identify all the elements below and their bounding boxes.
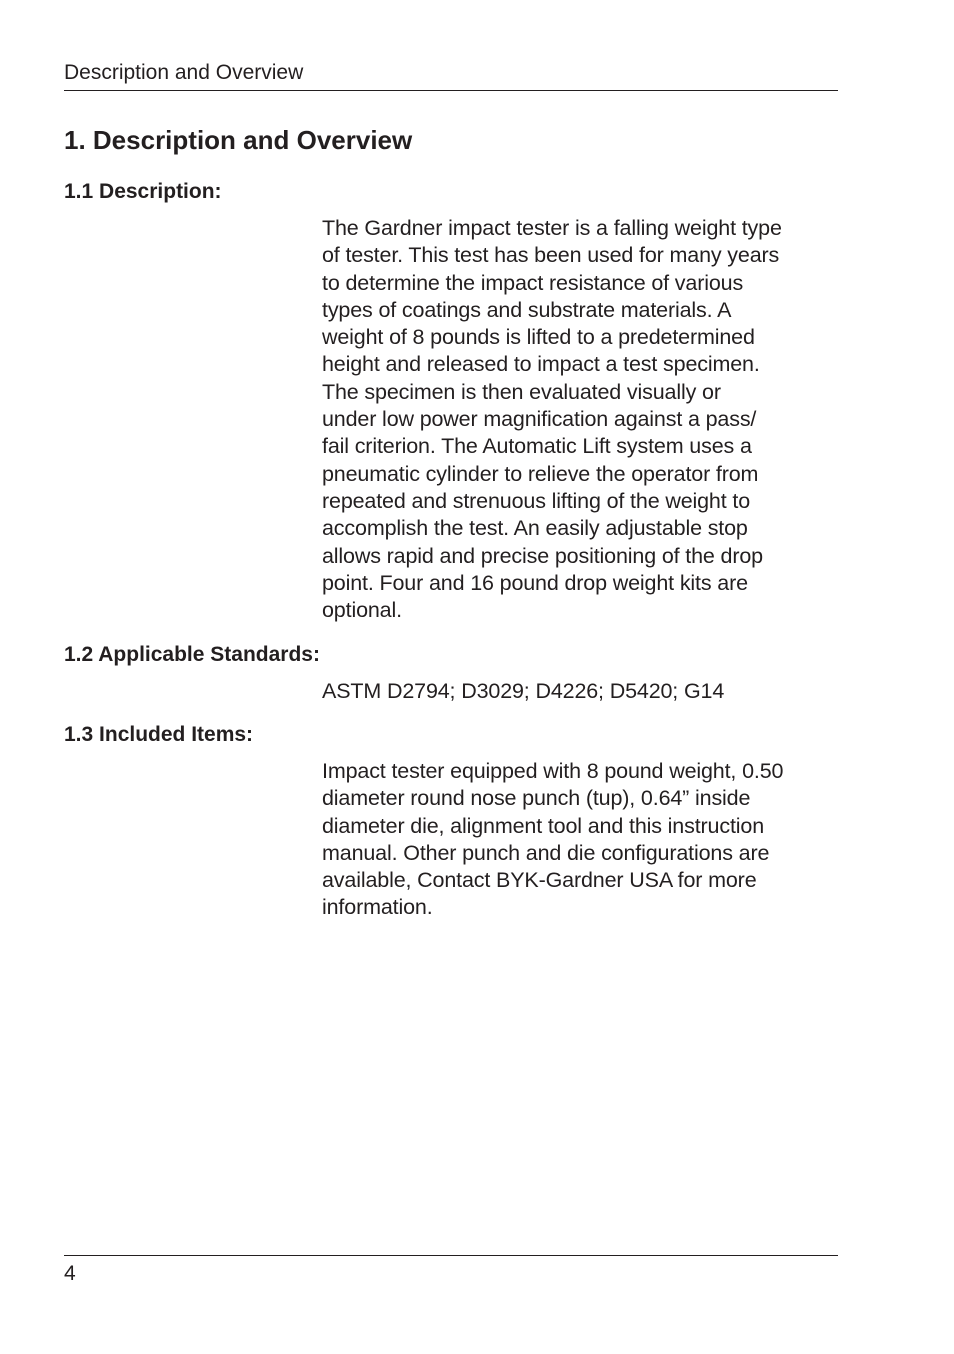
text-line: repeated and strenuous lifting of the weight to xyxy=(322,488,751,513)
text-line: weight of 8 pounds is lifted to a predetermined xyxy=(322,325,755,350)
text-line: fail criterion. The Automatic Lift system uses a xyxy=(322,434,752,459)
description-heading: 1.1 Description: xyxy=(64,180,222,203)
text-line: diameter round nose punch (tup), 0.64” inside xyxy=(322,786,751,811)
text-line: optional. xyxy=(322,598,402,623)
text-line: of tester. This test has been used for many years xyxy=(322,243,780,268)
text-line: accomplish the test. An easily adjustable stop xyxy=(322,516,748,541)
text-line: types of coatings and substrate materials. A xyxy=(322,297,732,322)
text-line: pneumatic cylinder to relieve the operator from xyxy=(322,461,759,486)
text-line: height and released to impact a test specimen. xyxy=(322,352,760,377)
standards-body xyxy=(322,678,837,705)
text-line: information. xyxy=(322,895,433,920)
text-line: Impact tester equipped with 8 pound weight, 0.50 xyxy=(322,759,784,783)
text-line: under low power magnification against a pass/ xyxy=(322,407,757,432)
text-line: ASTM D2794; D3029; D4226; D5420; G14 xyxy=(322,679,725,703)
text-line: diameter die, alignment tool and this instruction xyxy=(322,813,765,838)
text-line: The Gardner impact tester is a falling weight type xyxy=(322,216,782,240)
description-body xyxy=(322,215,837,624)
text-line: point. Four and 16 pound drop weight kits are xyxy=(322,570,748,595)
included-body xyxy=(322,758,837,922)
header-divider xyxy=(64,90,838,91)
running-header: Description and Overview xyxy=(64,61,304,84)
page-number: 4 xyxy=(64,1262,76,1285)
included-heading: 1.3 Included Items: xyxy=(64,723,254,746)
standards-heading: 1.2 Applicable Standards: xyxy=(64,643,320,666)
footer-divider xyxy=(64,1255,838,1256)
text-line: manual. Other punch and die configurations are xyxy=(322,840,770,865)
text-line: to determine the impact resistance of various xyxy=(322,270,744,295)
section-title: 1. Description and Overview xyxy=(64,125,413,155)
text-line: available, Contact BYK-Gardner USA for more xyxy=(322,868,757,893)
text-line: allows rapid and precise positioning of the drop xyxy=(322,543,763,568)
text-line: The specimen is then evaluated visually or xyxy=(322,379,721,404)
